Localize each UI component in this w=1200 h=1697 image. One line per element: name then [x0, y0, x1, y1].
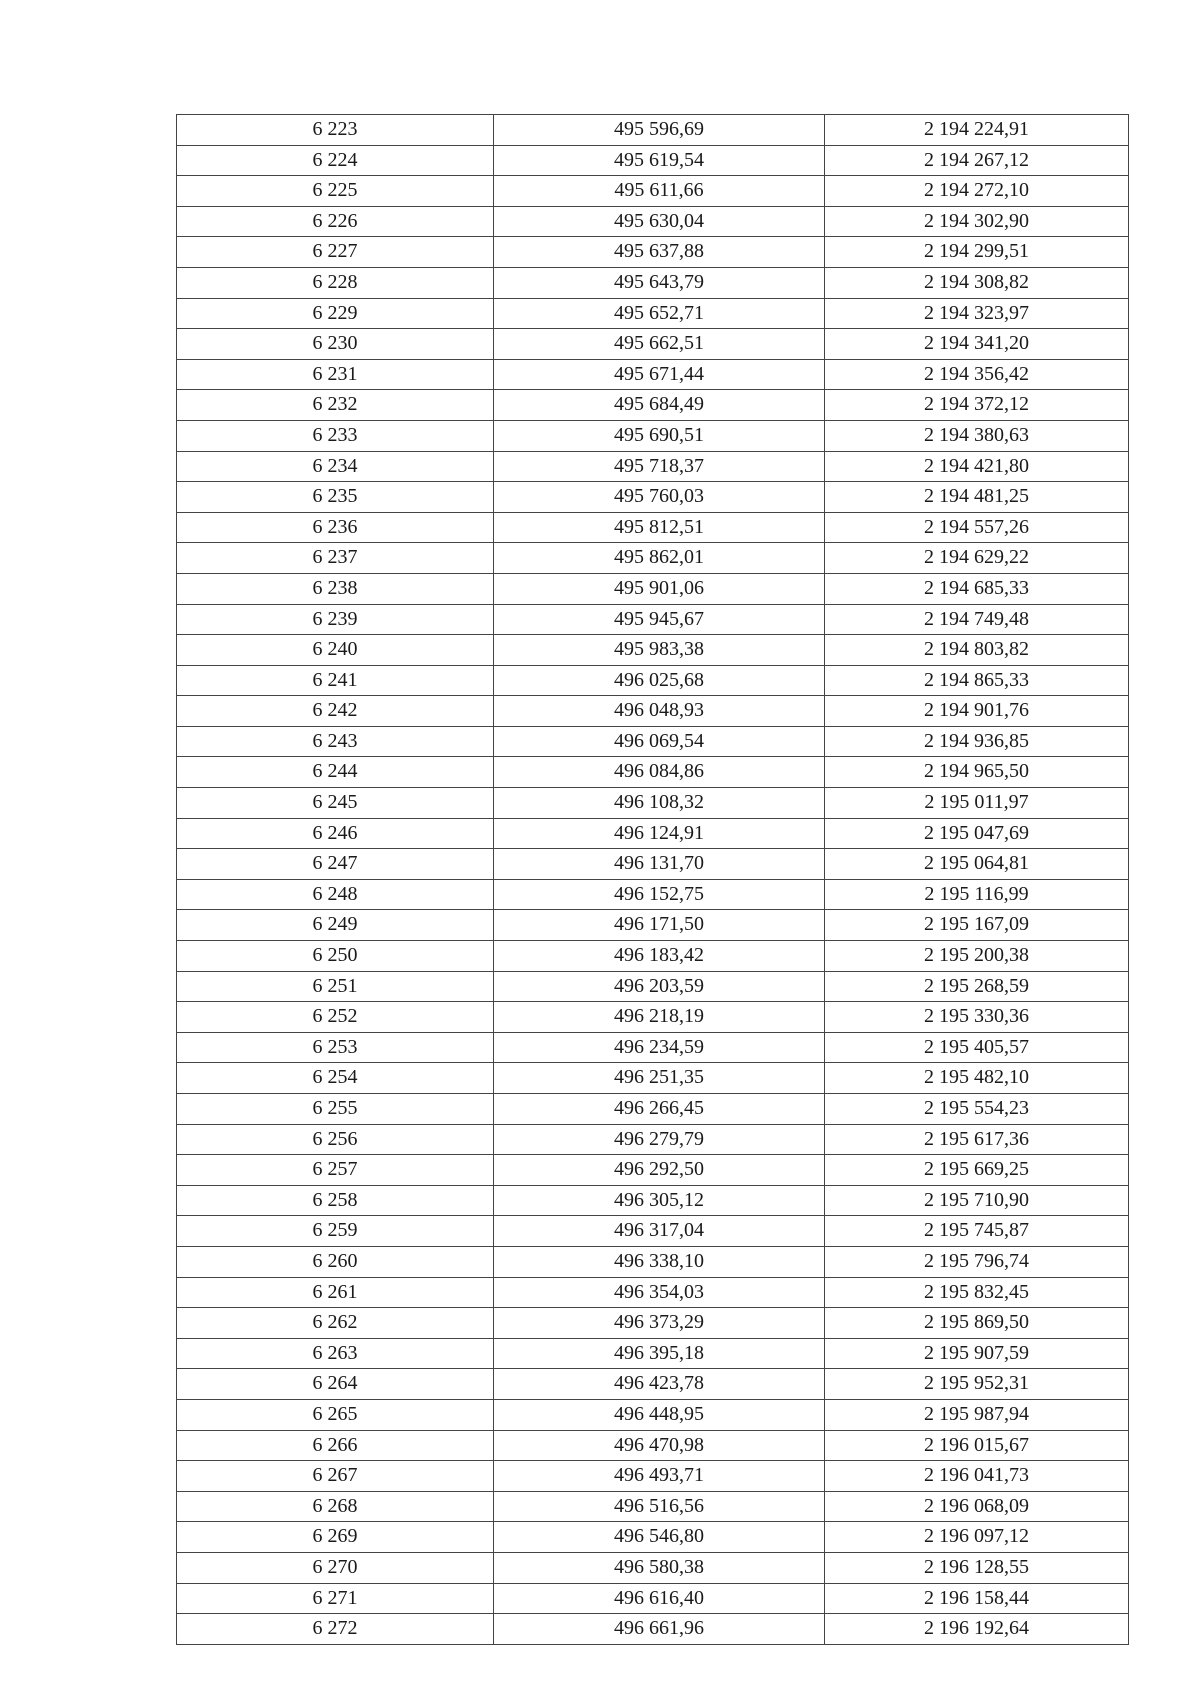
point-number-cell: 6 223: [177, 115, 494, 146]
table-row: [177, 512, 1129, 543]
table-row: [177, 1185, 1129, 1216]
y-coordinate-cell: 2 194 323,97: [825, 298, 1129, 329]
table-row: [177, 176, 1129, 207]
point-number-cell: 6 271: [177, 1583, 494, 1614]
table-row: [177, 941, 1129, 972]
y-coordinate-cell: 2 194 421,80: [825, 451, 1129, 482]
table-row: [177, 788, 1129, 819]
x-coordinate-cell: 496 373,29: [494, 1308, 825, 1339]
point-number-cell: 6 262: [177, 1308, 494, 1339]
y-coordinate-cell: 2 194 372,12: [825, 390, 1129, 421]
point-number-cell: 6 245: [177, 788, 494, 819]
table-row: [177, 635, 1129, 666]
point-number-cell: 6 259: [177, 1216, 494, 1247]
table-row: [177, 420, 1129, 451]
x-coordinate-cell: 495 619,54: [494, 145, 825, 176]
point-number-cell: 6 264: [177, 1369, 494, 1400]
point-number-cell: 6 225: [177, 176, 494, 207]
x-coordinate-cell: 495 662,51: [494, 329, 825, 360]
point-number-cell: 6 250: [177, 941, 494, 972]
table-row: [177, 757, 1129, 788]
y-coordinate-cell: 2 196 158,44: [825, 1583, 1129, 1614]
y-coordinate-cell: 2 194 299,51: [825, 237, 1129, 268]
y-coordinate-cell: 2 195 710,90: [825, 1185, 1129, 1216]
table-row: [177, 329, 1129, 360]
point-number-cell: 6 235: [177, 482, 494, 513]
y-coordinate-cell: 2 194 267,12: [825, 145, 1129, 176]
table-row: [177, 145, 1129, 176]
point-number-cell: 6 242: [177, 696, 494, 727]
point-number-cell: 6 228: [177, 267, 494, 298]
y-coordinate-cell: 2 194 341,20: [825, 329, 1129, 360]
y-coordinate-cell: 2 194 308,82: [825, 267, 1129, 298]
y-coordinate-cell: 2 196 041,73: [825, 1461, 1129, 1492]
x-coordinate-cell: 495 643,79: [494, 267, 825, 298]
table-row: [177, 451, 1129, 482]
y-coordinate-cell: 2 194 685,33: [825, 573, 1129, 604]
y-coordinate-cell: 2 195 745,87: [825, 1216, 1129, 1247]
x-coordinate-cell: 496 069,54: [494, 726, 825, 757]
point-number-cell: 6 244: [177, 757, 494, 788]
table-row: [177, 573, 1129, 604]
x-coordinate-cell: 496 661,96: [494, 1614, 825, 1645]
x-coordinate-cell: 496 493,71: [494, 1461, 825, 1492]
x-coordinate-cell: 495 684,49: [494, 390, 825, 421]
table-row: [177, 359, 1129, 390]
y-coordinate-cell: 2 194 865,33: [825, 665, 1129, 696]
y-coordinate-cell: 2 195 330,36: [825, 1002, 1129, 1033]
x-coordinate-cell: 496 025,68: [494, 665, 825, 696]
point-number-cell: 6 238: [177, 573, 494, 604]
y-coordinate-cell: 2 195 907,59: [825, 1338, 1129, 1369]
point-number-cell: 6 237: [177, 543, 494, 574]
point-number-cell: 6 227: [177, 237, 494, 268]
point-number-cell: 6 233: [177, 420, 494, 451]
y-coordinate-cell: 2 195 405,57: [825, 1032, 1129, 1063]
y-coordinate-cell: 2 195 167,09: [825, 910, 1129, 941]
x-coordinate-cell: 496 580,38: [494, 1552, 825, 1583]
table-row: [177, 1461, 1129, 1492]
x-coordinate-cell: 496 292,50: [494, 1155, 825, 1186]
x-coordinate-cell: 496 131,70: [494, 849, 825, 880]
x-coordinate-cell: 496 616,40: [494, 1583, 825, 1614]
table-row: [177, 1032, 1129, 1063]
y-coordinate-cell: 2 196 097,12: [825, 1522, 1129, 1553]
point-number-cell: 6 240: [177, 635, 494, 666]
x-coordinate-cell: 496 152,75: [494, 879, 825, 910]
point-number-cell: 6 260: [177, 1246, 494, 1277]
point-number-cell: 6 253: [177, 1032, 494, 1063]
y-coordinate-cell: 2 195 669,25: [825, 1155, 1129, 1186]
y-coordinate-cell: 2 195 554,23: [825, 1094, 1129, 1125]
x-coordinate-cell: 495 611,66: [494, 176, 825, 207]
y-coordinate-cell: 2 194 356,42: [825, 359, 1129, 390]
x-coordinate-cell: 496 218,19: [494, 1002, 825, 1033]
x-coordinate-cell: 496 234,59: [494, 1032, 825, 1063]
table-row: [177, 818, 1129, 849]
x-coordinate-cell: 496 251,35: [494, 1063, 825, 1094]
table-row: [177, 206, 1129, 237]
table-row: [177, 1338, 1129, 1369]
table-row: [177, 267, 1129, 298]
point-number-cell: 6 241: [177, 665, 494, 696]
y-coordinate-cell: 2 195 952,31: [825, 1369, 1129, 1400]
x-coordinate-cell: 495 812,51: [494, 512, 825, 543]
y-coordinate-cell: 2 195 482,10: [825, 1063, 1129, 1094]
table-row: [177, 1277, 1129, 1308]
point-number-cell: 6 252: [177, 1002, 494, 1033]
table-row: [177, 849, 1129, 880]
table-row: [177, 1430, 1129, 1461]
point-number-cell: 6 249: [177, 910, 494, 941]
point-number-cell: 6 261: [177, 1277, 494, 1308]
point-number-cell: 6 267: [177, 1461, 494, 1492]
y-coordinate-cell: 2 195 116,99: [825, 879, 1129, 910]
point-number-cell: 6 229: [177, 298, 494, 329]
x-coordinate-cell: 496 423,78: [494, 1369, 825, 1400]
x-coordinate-cell: 496 546,80: [494, 1522, 825, 1553]
y-coordinate-cell: 2 195 047,69: [825, 818, 1129, 849]
point-number-cell: 6 251: [177, 971, 494, 1002]
table-row: [177, 482, 1129, 513]
y-coordinate-cell: 2 195 796,74: [825, 1246, 1129, 1277]
y-coordinate-cell: 2 195 617,36: [825, 1124, 1129, 1155]
point-number-cell: 6 254: [177, 1063, 494, 1094]
table-row: [177, 971, 1129, 1002]
y-coordinate-cell: 2 195 869,50: [825, 1308, 1129, 1339]
point-number-cell: 6 232: [177, 390, 494, 421]
x-coordinate-cell: 496 124,91: [494, 818, 825, 849]
x-coordinate-cell: 496 266,45: [494, 1094, 825, 1125]
point-number-cell: 6 263: [177, 1338, 494, 1369]
point-number-cell: 6 248: [177, 879, 494, 910]
coordinates-table-container: [176, 114, 1128, 1645]
y-coordinate-cell: 2 194 901,76: [825, 696, 1129, 727]
y-coordinate-cell: 2 194 302,90: [825, 206, 1129, 237]
point-number-cell: 6 230: [177, 329, 494, 360]
point-number-cell: 6 246: [177, 818, 494, 849]
x-coordinate-cell: 495 596,69: [494, 115, 825, 146]
table-row: [177, 1491, 1129, 1522]
x-coordinate-cell: 495 983,38: [494, 635, 825, 666]
point-number-cell: 6 272: [177, 1614, 494, 1645]
table-row: [177, 1063, 1129, 1094]
x-coordinate-cell: 496 317,04: [494, 1216, 825, 1247]
x-coordinate-cell: 496 516,56: [494, 1491, 825, 1522]
table-row: [177, 879, 1129, 910]
table-row: [177, 1094, 1129, 1125]
table-row: [177, 1155, 1129, 1186]
y-coordinate-cell: 2 194 224,91: [825, 115, 1129, 146]
y-coordinate-cell: 2 195 268,59: [825, 971, 1129, 1002]
y-coordinate-cell: 2 194 936,85: [825, 726, 1129, 757]
x-coordinate-cell: 496 448,95: [494, 1399, 825, 1430]
x-coordinate-cell: 495 652,71: [494, 298, 825, 329]
y-coordinate-cell: 2 195 832,45: [825, 1277, 1129, 1308]
point-number-cell: 6 256: [177, 1124, 494, 1155]
point-number-cell: 6 255: [177, 1094, 494, 1125]
point-number-cell: 6 269: [177, 1522, 494, 1553]
table-row: [177, 543, 1129, 574]
y-coordinate-cell: 2 194 965,50: [825, 757, 1129, 788]
point-number-cell: 6 236: [177, 512, 494, 543]
table-row: [177, 726, 1129, 757]
x-coordinate-cell: 495 901,06: [494, 573, 825, 604]
point-number-cell: 6 239: [177, 604, 494, 635]
x-coordinate-cell: 495 637,88: [494, 237, 825, 268]
y-coordinate-cell: 2 195 064,81: [825, 849, 1129, 880]
x-coordinate-cell: 496 279,79: [494, 1124, 825, 1155]
coordinates-table: [176, 114, 1129, 1645]
table-row: [177, 1216, 1129, 1247]
y-coordinate-cell: 2 196 128,55: [825, 1552, 1129, 1583]
y-coordinate-cell: 2 195 987,94: [825, 1399, 1129, 1430]
point-number-cell: 6 266: [177, 1430, 494, 1461]
y-coordinate-cell: 2 194 803,82: [825, 635, 1129, 666]
y-coordinate-cell: 2 194 749,48: [825, 604, 1129, 635]
x-coordinate-cell: 495 671,44: [494, 359, 825, 390]
x-coordinate-cell: 496 470,98: [494, 1430, 825, 1461]
y-coordinate-cell: 2 194 557,26: [825, 512, 1129, 543]
coordinates-table-body: [177, 115, 1129, 1645]
point-number-cell: 6 257: [177, 1155, 494, 1186]
x-coordinate-cell: 495 945,67: [494, 604, 825, 635]
x-coordinate-cell: 496 171,50: [494, 910, 825, 941]
table-row: [177, 390, 1129, 421]
x-coordinate-cell: 496 183,42: [494, 941, 825, 972]
y-coordinate-cell: 2 195 200,38: [825, 941, 1129, 972]
y-coordinate-cell: 2 194 380,63: [825, 420, 1129, 451]
point-number-cell: 6 270: [177, 1552, 494, 1583]
x-coordinate-cell: 496 338,10: [494, 1246, 825, 1277]
x-coordinate-cell: 496 084,86: [494, 757, 825, 788]
point-number-cell: 6 258: [177, 1185, 494, 1216]
table-row: [177, 237, 1129, 268]
table-row: [177, 1399, 1129, 1430]
point-number-cell: 6 243: [177, 726, 494, 757]
y-coordinate-cell: 2 195 011,97: [825, 788, 1129, 819]
y-coordinate-cell: 2 196 015,67: [825, 1430, 1129, 1461]
point-number-cell: 6 247: [177, 849, 494, 880]
point-number-cell: 6 268: [177, 1491, 494, 1522]
x-coordinate-cell: 496 203,59: [494, 971, 825, 1002]
y-coordinate-cell: 2 196 068,09: [825, 1491, 1129, 1522]
table-row: [177, 1369, 1129, 1400]
x-coordinate-cell: 496 048,93: [494, 696, 825, 727]
point-number-cell: 6 226: [177, 206, 494, 237]
table-row: [177, 1246, 1129, 1277]
table-row: [177, 1124, 1129, 1155]
x-coordinate-cell: 496 395,18: [494, 1338, 825, 1369]
point-number-cell: 6 265: [177, 1399, 494, 1430]
table-row: [177, 604, 1129, 635]
table-row: [177, 1552, 1129, 1583]
point-number-cell: 6 224: [177, 145, 494, 176]
point-number-cell: 6 231: [177, 359, 494, 390]
table-row: [177, 298, 1129, 329]
table-row: [177, 665, 1129, 696]
x-coordinate-cell: 495 718,37: [494, 451, 825, 482]
table-row: [177, 115, 1129, 146]
table-row: [177, 910, 1129, 941]
table-row: [177, 1522, 1129, 1553]
table-row: [177, 1308, 1129, 1339]
x-coordinate-cell: 495 760,03: [494, 482, 825, 513]
x-coordinate-cell: 496 354,03: [494, 1277, 825, 1308]
x-coordinate-cell: 495 630,04: [494, 206, 825, 237]
y-coordinate-cell: 2 194 629,22: [825, 543, 1129, 574]
y-coordinate-cell: 2 194 272,10: [825, 176, 1129, 207]
table-row: [177, 1002, 1129, 1033]
y-coordinate-cell: 2 196 192,64: [825, 1614, 1129, 1645]
x-coordinate-cell: 495 690,51: [494, 420, 825, 451]
point-number-cell: 6 234: [177, 451, 494, 482]
x-coordinate-cell: 496 305,12: [494, 1185, 825, 1216]
table-row: [177, 1614, 1129, 1645]
y-coordinate-cell: 2 194 481,25: [825, 482, 1129, 513]
table-row: [177, 1583, 1129, 1614]
x-coordinate-cell: 495 862,01: [494, 543, 825, 574]
x-coordinate-cell: 496 108,32: [494, 788, 825, 819]
table-row: [177, 696, 1129, 727]
